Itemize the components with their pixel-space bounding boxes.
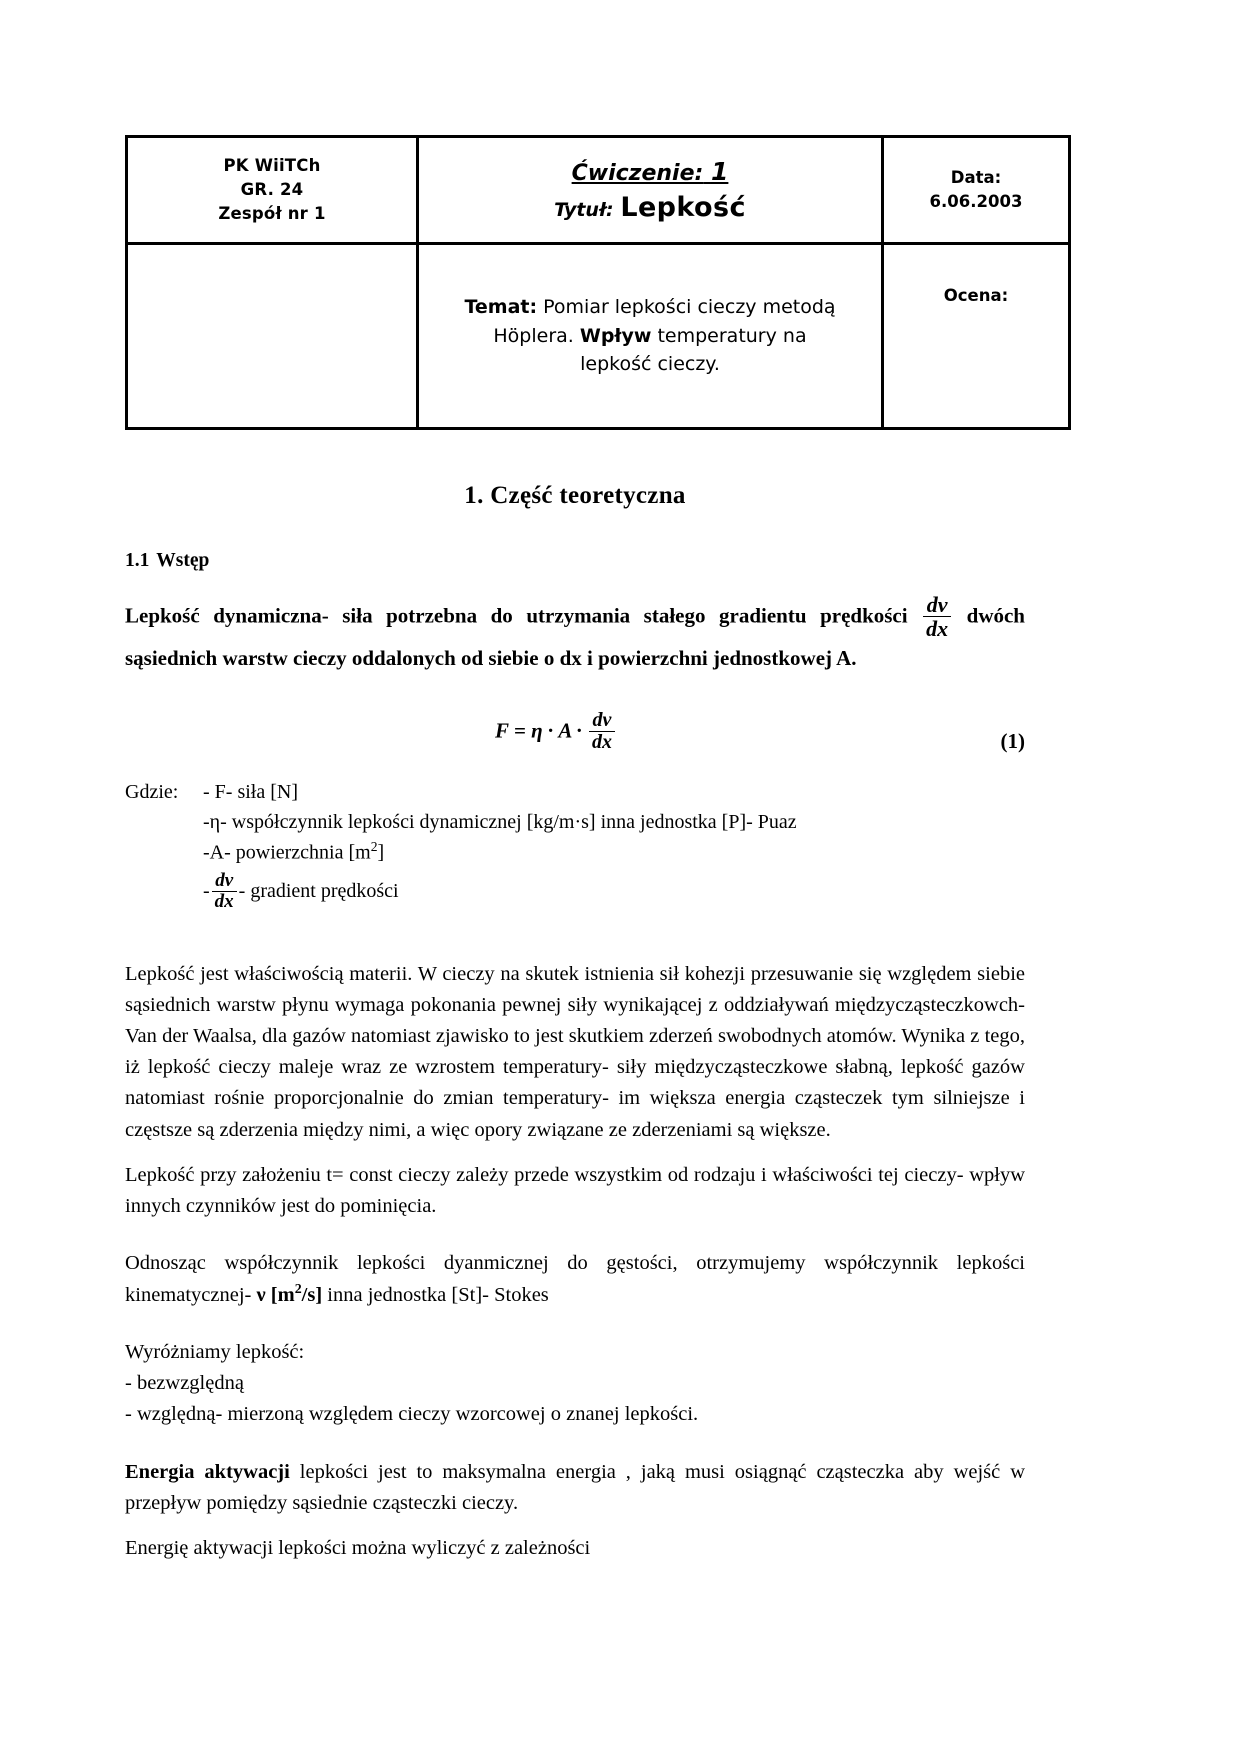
equation-1-body [495, 711, 617, 754]
dv-dx-fraction-inline [923, 593, 951, 640]
page-content [125, 135, 1025, 1564]
paragraph-activation-energy-formula-intro: Energię aktywacji lepkości można wyliczyć z zależności [125, 1536, 591, 1559]
kinematic-unit-exponent: 2 [294, 1282, 302, 1298]
institution-line: PK WiiTCh [223, 156, 321, 176]
activation-energy-term: Energia aktywacji [125, 1460, 290, 1483]
paragraph-const-temperature: Lepkość przy założeniu t= const cieczy zależy przede wszystkim od rodzaju i właściwości tej cieczy- wpływ innych czynników jest do pominięcia. [125, 1163, 1025, 1217]
kinematic-symbol-nu: ν [256, 1283, 266, 1306]
where-item-1: - F- siła [N] [203, 781, 298, 804]
where-item-2: -η- współczynnik lepkości dynamicznej [kg/m·s] inna jednostka [P]- Puaz [203, 811, 797, 834]
header-table-row-1 [127, 137, 1070, 244]
where-item-3-post: ] [377, 841, 385, 864]
subject-cell [418, 244, 883, 429]
where-item-3 [203, 837, 1025, 868]
where-item-3-pre: -A- powierzchnia [m [203, 841, 371, 864]
subsection-title [125, 550, 1025, 572]
team-line: Zespół nr 1 [218, 203, 326, 223]
subsection-number: 1.1 [125, 550, 150, 571]
subject-label: Temat: [464, 296, 538, 319]
report-header-table [125, 135, 1071, 430]
activation-energy-description: lepkości jest to maksymalna energia , jaką musi osiągnąć cząsteczka aby wejść w przepływ pomiędzy sąsiednie cząsteczki cieczy. [125, 1460, 1026, 1514]
paragraph-kinematic-viscosity [125, 1248, 1025, 1311]
fraction-denominator: dx [923, 616, 951, 640]
where-label: Gdzie: [125, 781, 179, 804]
paragraph-activation-energy [125, 1457, 1025, 1519]
where-item-3-exponent: 2 [370, 839, 378, 855]
title-value: Lepkość [620, 192, 746, 223]
equation-fraction-denominator: dx [589, 731, 615, 753]
empty-cell [127, 244, 418, 429]
kinematic-unit-post: /s] [301, 1283, 323, 1306]
gradient-fraction-numerator: dv [215, 869, 234, 891]
kinematic-text-pre: Odnosząc współczynnik lepkości dyanmicznej do gęstości, otrzymujemy współczynnik lepkości kinematycznej- [125, 1251, 1025, 1306]
equation-area: A [558, 718, 572, 743]
equation-number: (1) [1000, 729, 1025, 754]
date-cell [883, 137, 1070, 244]
subject-line2-c: temperatury na [651, 324, 807, 347]
equation-equals: = [513, 718, 526, 743]
equation-dot-2: · [576, 718, 582, 743]
subject-line2-b: Wpływ [579, 324, 652, 347]
subject-line1: Pomiar lepkości cieczy metodą [543, 296, 836, 319]
equation-fraction-numerator: dv [592, 709, 612, 732]
subject-text [425, 293, 875, 379]
subsection-label: Wstęp [156, 550, 210, 571]
viscosity-types-heading: Wyróżniamy lepkość: [125, 1341, 305, 1364]
definition-text-2: dwóch sąsiednich warstw cieczy oddalonych od siebie o dx i powierzchni jednostkowej A. [125, 603, 1025, 671]
kinematic-text-post: inna jednostka [St]- Stokes [322, 1283, 549, 1306]
group-line: GR. 24 [240, 180, 304, 200]
where-definitions-block [125, 777, 1025, 913]
grade-label: Ocena: [943, 286, 1009, 305]
viscosity-type-relative: - względną- mierzoną względem cieczy wzorcowej o znanej lepkości. [125, 1403, 699, 1426]
where-item-4-text: - gradient prędkości [238, 879, 399, 902]
subject-line2-a: Höplera. [493, 324, 580, 347]
date-value: 6.06.2003 [929, 192, 1023, 211]
exercise-label: Ćwiczenie: [571, 161, 704, 186]
exercise-line [425, 157, 875, 186]
header-table-row-2 [127, 244, 1070, 429]
gradient-dv-dx-fraction [212, 871, 237, 912]
exercise-number: 1 [710, 157, 729, 186]
where-item-4 [203, 869, 1025, 913]
title-line [425, 192, 875, 223]
fraction-numerator: dv [926, 592, 948, 617]
subject-line3: lepkość cieczy. [580, 353, 720, 376]
equation-lhs: F [495, 718, 509, 743]
where-item-4-dash: - [203, 879, 210, 902]
equation-dot-1: · [547, 718, 554, 743]
section-title: 1. Część teoretyczna [464, 482, 686, 509]
date-label: Data: [950, 168, 1002, 188]
grade-cell [883, 244, 1070, 429]
equation-row [125, 711, 1025, 769]
exercise-title-cell [418, 137, 883, 244]
gradient-fraction-denominator: dx [212, 891, 237, 912]
where-first-row [125, 777, 1025, 807]
viscosity-type-absolute: - bezwzględną [125, 1372, 244, 1395]
definition-paragraph [125, 594, 1025, 675]
equation-dv-dx-fraction [589, 710, 615, 753]
identity-cell [127, 137, 418, 244]
definition-text-1: Lepkość dynamiczna- siła potrzebna do utrzymania stałego gradientu prędkości [125, 603, 908, 628]
title-label: Tytuł: [554, 199, 614, 221]
paragraph-viscosity-nature: Lepkość jest właściwością materii. W cieczy na skutek istnienia sił kohezji przesuwanie się względem siebie sąsiednich warstw płynu wymaga pokonania pewnej siły wynikającej z oddziaływań międzycząsteczkowch- Van der Waalsa, dla gazów natomiast zjawisko to jest skutkiem zderzeń swobodnych atomów. Wynika z tego, iż lepkość cieczy maleje wraz ze wzrostem temperatury- siły międzycząsteczkowe słabną, lepkość gazów natomiast rośnie proporcjonalnie do zmian temperatury- im większa energia cząsteczek tym silniejsze i częstsze są zderzenia między nimi, a więc opory związane ze zderzeniami są większe. [125, 962, 1025, 1141]
kinematic-unit-pre: [m [265, 1283, 295, 1306]
equation-eta: η [531, 718, 543, 743]
